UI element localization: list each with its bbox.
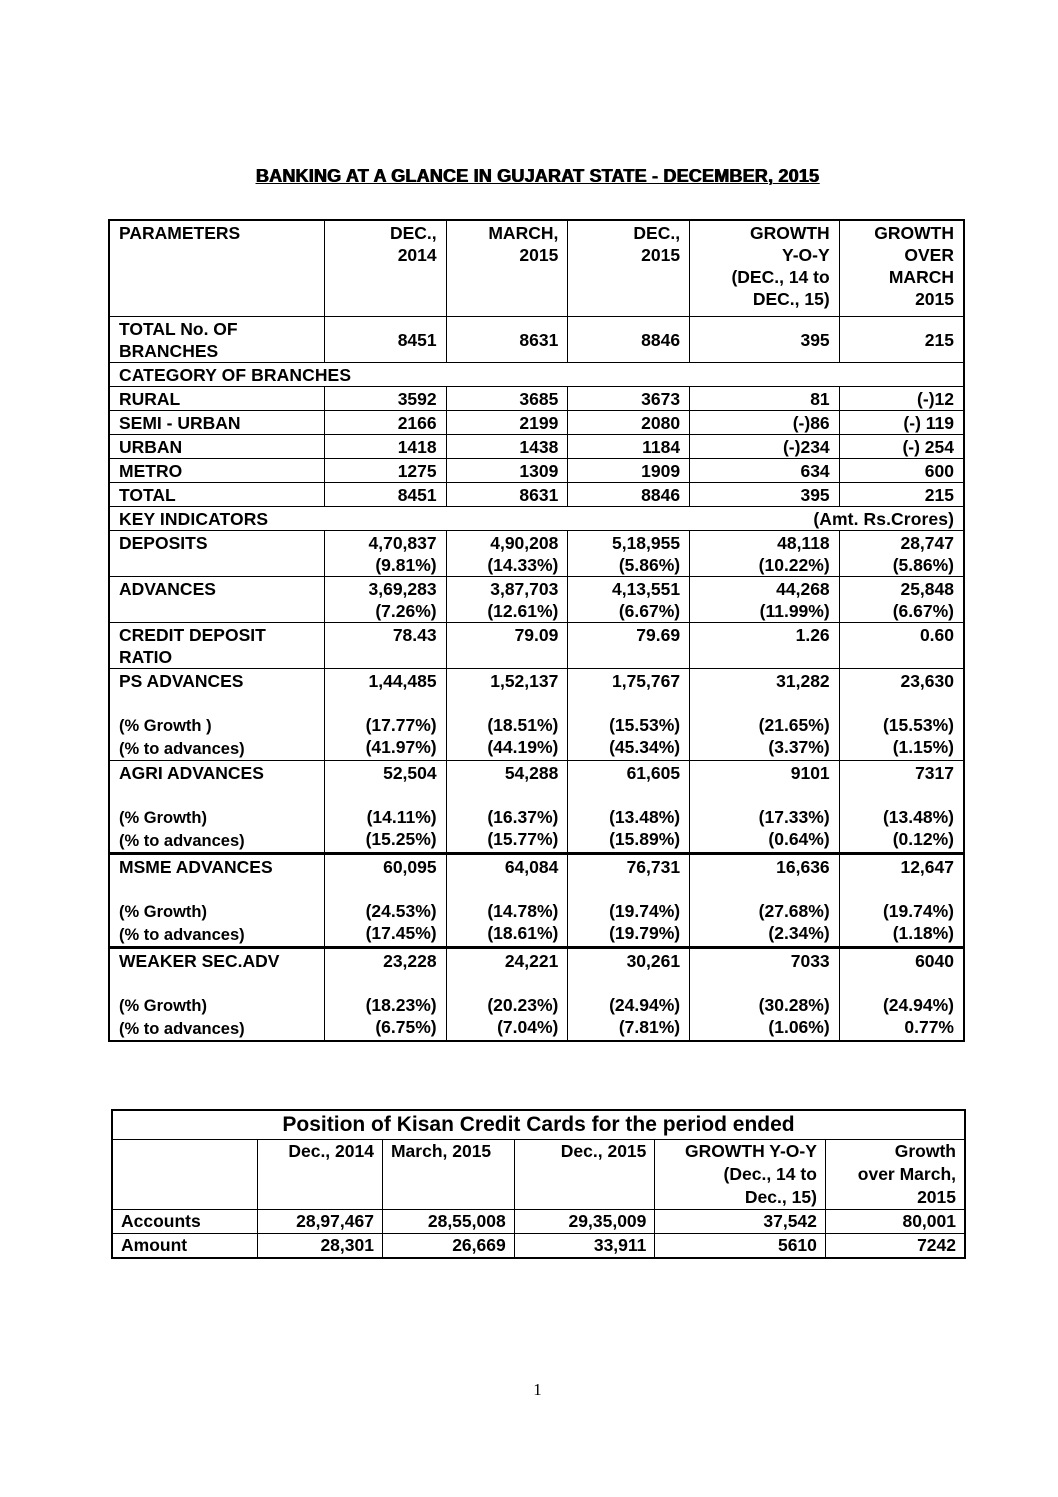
table-row bbox=[109, 434, 964, 458]
cell: 8451 bbox=[324, 482, 446, 506]
agri-advances-row bbox=[109, 760, 964, 853]
kcc-title: Position of Kisan Credit Cards for the period ended bbox=[112, 1110, 965, 1140]
cell: 28,747 (5.86%) bbox=[839, 530, 964, 576]
row-label: DEPOSITS bbox=[109, 530, 324, 576]
cell: 3685 bbox=[446, 386, 568, 410]
cell: 28,301 bbox=[258, 1234, 383, 1259]
cell: 12,647 (19.74%) (1.18%) bbox=[839, 853, 964, 947]
cell: 60,095 (24.53%) (17.45%) bbox=[324, 853, 446, 947]
cell: 79.09 bbox=[446, 622, 568, 668]
cell: 3,69,283 (7.26%) bbox=[324, 576, 446, 622]
cell: 23,228 (18.23%) (6.75%) bbox=[324, 947, 446, 1041]
cell: 81 bbox=[690, 386, 840, 410]
row-label: URBAN bbox=[109, 434, 324, 458]
row-label: CREDIT DEPOSIT RATIO bbox=[109, 622, 324, 668]
header-march-2015: MARCH, 2015 bbox=[446, 220, 568, 316]
cell: 16,636 (27.68%) (2.34%) bbox=[690, 853, 840, 947]
weaker-section-advances-row bbox=[109, 947, 964, 1041]
cell: 24,221 (20.23%) (7.04%) bbox=[446, 947, 568, 1041]
header-row bbox=[109, 220, 964, 316]
cell: 8451 bbox=[324, 316, 446, 362]
kcc-header-march-2015: March, 2015 bbox=[382, 1140, 514, 1210]
header-growth-over-march: GROWTH OVER MARCH 2015 bbox=[839, 220, 964, 316]
row-label: Amount bbox=[112, 1234, 258, 1259]
kcc-amount-row bbox=[112, 1234, 965, 1259]
cell: 8846 bbox=[568, 316, 690, 362]
section-heading-row bbox=[109, 506, 964, 530]
row-label: TOTAL No. OF BRANCHES bbox=[109, 316, 324, 362]
cell: 3592 bbox=[324, 386, 446, 410]
row-label: METRO bbox=[109, 458, 324, 482]
cell: 7242 bbox=[825, 1234, 965, 1259]
cell: 80,001 bbox=[825, 1210, 965, 1234]
kcc-title-row bbox=[112, 1110, 965, 1140]
header-parameters: PARAMETERS bbox=[109, 220, 324, 316]
document-title: BANKING AT A GLANCE IN GUJARAT STATE - DECEMBER, 2015 bbox=[255, 166, 820, 186]
cell: 54,288 (16.37%) (15.77%) bbox=[446, 760, 568, 853]
key-indicators-heading: KEY INDICATORS bbox=[109, 506, 690, 530]
row-label: PS ADVANCES (% Growth ) (% to advances) bbox=[109, 668, 324, 760]
cell: 395 bbox=[690, 316, 840, 362]
table-row bbox=[109, 458, 964, 482]
kcc-header-row bbox=[112, 1140, 965, 1210]
cell: 1,44,485 (17.77%) (41.97%) bbox=[324, 668, 446, 760]
cell: 215 bbox=[839, 316, 964, 362]
kisan-credit-cards-table bbox=[111, 1109, 966, 1259]
row-label: Accounts bbox=[112, 1210, 258, 1234]
cell: 4,70,837 (9.81%) bbox=[324, 530, 446, 576]
cell: (-) 119 bbox=[839, 410, 964, 434]
cell: 1,75,767 (15.53%) (45.34%) bbox=[568, 668, 690, 760]
row-label: AGRI ADVANCES (% Growth) (% to advances) bbox=[109, 760, 324, 853]
cell: 1909 bbox=[568, 458, 690, 482]
row-label: SEMI - URBAN bbox=[109, 410, 324, 434]
kcc-header-blank bbox=[112, 1140, 258, 1210]
cell: 4,90,208 (14.33%) bbox=[446, 530, 568, 576]
cell: 37,542 bbox=[655, 1210, 826, 1234]
cell: 1309 bbox=[446, 458, 568, 482]
cell: 2080 bbox=[568, 410, 690, 434]
cell: 600 bbox=[839, 458, 964, 482]
cell: 33,911 bbox=[514, 1234, 655, 1259]
row-label: ADVANCES bbox=[109, 576, 324, 622]
cell: (-)12 bbox=[839, 386, 964, 410]
cell: 78.43 bbox=[324, 622, 446, 668]
cell: 215 bbox=[839, 482, 964, 506]
cell: 48,118 (10.22%) bbox=[690, 530, 840, 576]
header-dec-2015: DEC., 2015 bbox=[568, 220, 690, 316]
table-row bbox=[109, 410, 964, 434]
row-label: MSME ADVANCES (% Growth) (% to advances) bbox=[109, 853, 324, 947]
cell: 2166 bbox=[324, 410, 446, 434]
total-branches-row bbox=[109, 316, 964, 362]
cell: 52,504 (14.11%) (15.25%) bbox=[324, 760, 446, 853]
cell: 0.60 bbox=[839, 622, 964, 668]
cell: 395 bbox=[690, 482, 840, 506]
kcc-header-growth-yoy: GROWTH Y-O-Y (Dec., 14 to Dec., 15) bbox=[655, 1140, 826, 1210]
cell: 5610 bbox=[655, 1234, 826, 1259]
cell: 8631 bbox=[446, 482, 568, 506]
cell: 9101 (17.33%) (0.64%) bbox=[690, 760, 840, 853]
cell: 7317 (13.48%) (0.12%) bbox=[839, 760, 964, 853]
cell: 25,848 (6.67%) bbox=[839, 576, 964, 622]
cell: 29,35,009 bbox=[514, 1210, 655, 1234]
row-label: RURAL bbox=[109, 386, 324, 410]
banking-summary-table bbox=[108, 219, 965, 1042]
cell: 2199 bbox=[446, 410, 568, 434]
page-number: 1 bbox=[533, 1380, 542, 1399]
cell: 28,55,008 bbox=[382, 1210, 514, 1234]
ps-advances-row bbox=[109, 668, 964, 760]
cell: 64,084 (14.78%) (18.61%) bbox=[446, 853, 568, 947]
cell: 76,731 (19.74%) (19.79%) bbox=[568, 853, 690, 947]
cell: (-) 254 bbox=[839, 434, 964, 458]
cell: 44,268 (11.99%) bbox=[690, 576, 840, 622]
cell: 1438 bbox=[446, 434, 568, 458]
section-heading-row bbox=[109, 362, 964, 386]
kcc-accounts-row bbox=[112, 1210, 965, 1234]
cell: 1.26 bbox=[690, 622, 840, 668]
cell: 4,13,551 (6.67%) bbox=[568, 576, 690, 622]
cell: (-)86 bbox=[690, 410, 840, 434]
cell: 31,282 (21.65%) (3.37%) bbox=[690, 668, 840, 760]
row-label: WEAKER SEC.ADV (% Growth) (% to advances) bbox=[109, 947, 324, 1041]
cell: 8846 bbox=[568, 482, 690, 506]
cell: 28,97,467 bbox=[258, 1210, 383, 1234]
cell: 23,630 (15.53%) (1.15%) bbox=[839, 668, 964, 760]
amount-unit-note: (Amt. Rs.Crores) bbox=[690, 506, 964, 530]
msme-advances-row bbox=[109, 853, 964, 947]
header-growth-yoy: GROWTH Y-O-Y (DEC., 14 to DEC., 15) bbox=[690, 220, 840, 316]
credit-deposit-ratio-row bbox=[109, 622, 964, 668]
table-row bbox=[109, 482, 964, 506]
advances-row bbox=[109, 576, 964, 622]
deposits-row bbox=[109, 530, 964, 576]
cell: 79.69 bbox=[568, 622, 690, 668]
kcc-header-dec-2014: Dec., 2014 bbox=[258, 1140, 383, 1210]
cell: 3,87,703 (12.61%) bbox=[446, 576, 568, 622]
cell: 61,605 (13.48%) (15.89%) bbox=[568, 760, 690, 853]
cell: 5,18,955 (5.86%) bbox=[568, 530, 690, 576]
cell: 1275 bbox=[324, 458, 446, 482]
header-dec-2014: DEC., 2014 bbox=[324, 220, 446, 316]
cell: 7033 (30.28%) (1.06%) bbox=[690, 947, 840, 1041]
cell: 6040 (24.94%) 0.77% bbox=[839, 947, 964, 1041]
cell: 1184 bbox=[568, 434, 690, 458]
cell: 634 bbox=[690, 458, 840, 482]
cell: 8631 bbox=[446, 316, 568, 362]
cell: 26,669 bbox=[382, 1234, 514, 1259]
category-heading: CATEGORY OF BRANCHES bbox=[109, 362, 964, 386]
cell: 1,52,137 (18.51%) (44.19%) bbox=[446, 668, 568, 760]
kcc-header-growth-over-march: Growth over March, 2015 bbox=[825, 1140, 965, 1210]
table-row bbox=[109, 386, 964, 410]
row-label: TOTAL bbox=[109, 482, 324, 506]
cell: 30,261 (24.94%) (7.81%) bbox=[568, 947, 690, 1041]
cell: 3673 bbox=[568, 386, 690, 410]
cell: (-)234 bbox=[690, 434, 840, 458]
cell: 1418 bbox=[324, 434, 446, 458]
kcc-header-dec-2015: Dec., 2015 bbox=[514, 1140, 655, 1210]
